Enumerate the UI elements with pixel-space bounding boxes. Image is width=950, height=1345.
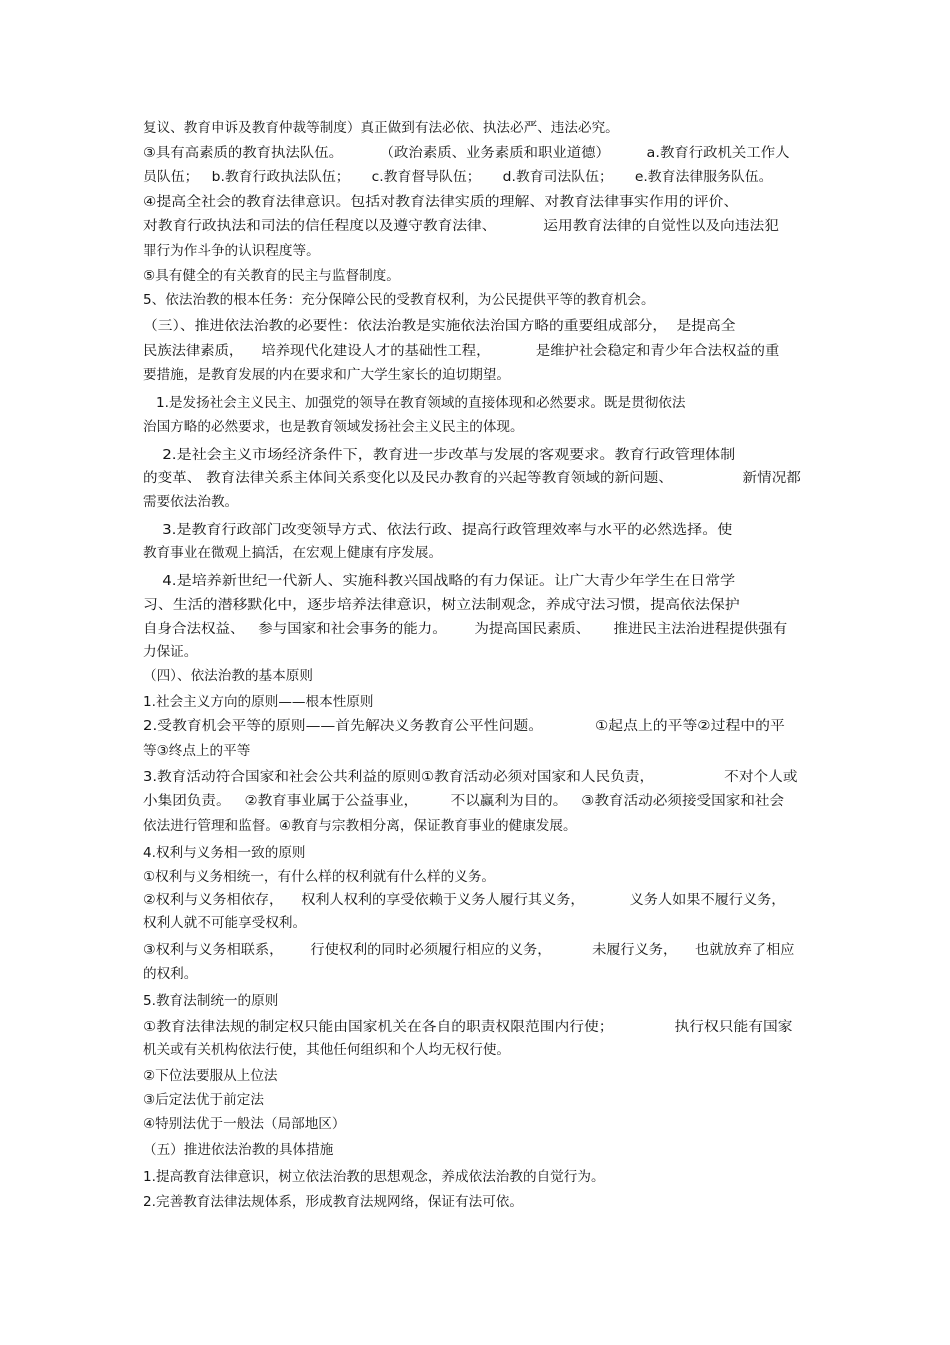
- text-line: 权利人就不可能享受权利。: [143, 915, 307, 931]
- text-line: 复议、教育申诉及教育仲裁等制度）真正做到有法必依、执法必严、违法必究。: [143, 120, 619, 136]
- text-line: 4.是培养新世纪一代新人、实施科教兴国战略的有力保证。让广大青少年学生在日常学: [143, 573, 736, 589]
- text-line: 2.是社会主义市场经济条件下，教育进一步改革与发展的客观要求。教育行政管理体制: [143, 447, 736, 463]
- text-line: ③具有高素质的教育执法队伍。 （政治素质、业务素质和职业道德） a.教育行政机关工作人: [143, 145, 790, 161]
- text-line: 力保证。: [143, 644, 198, 660]
- text-line: ④提高全社会的教育法律意识。包括对教育法律实质的理解、对教育法律事实作用的评价、: [143, 194, 739, 210]
- text-line: 员队伍； b.教育行政执法队伍； c.教育督导队伍； d.教育司法队伍； e.教育法律服务队伍。: [143, 169, 773, 185]
- text-line: ②权利与义务相依存， 权利人权利的享受依赖于义务人履行其义务， 义务人如果不履行义务，: [143, 892, 786, 908]
- text-line: 要措施，是教育发展的内在要求和广大学生家长的迫切期望。: [143, 367, 511, 383]
- text-line: （四）、依法治教的基本原则: [143, 668, 313, 684]
- text-line: 依法进行管理和监督。④教育与宗教相分离，保证教育事业的健康发展。: [143, 818, 577, 834]
- text-line: 1.社会主义方向的原则——根本性原则: [143, 694, 374, 710]
- text-line: 的权利。: [143, 966, 198, 982]
- text-line: 对教育行政执法和司法的信任程度以及遵守教育法律、 运用教育法律的自觉性以及向违法犯: [143, 218, 779, 234]
- text-line: 需要依法治教。: [143, 494, 239, 510]
- text-line: 1.是发扬社会主义民主、加强党的领导在教育领域的直接体现和必然要求。既是贯彻依法: [143, 395, 686, 411]
- text-line: 的变革、 教育法律关系主体间关系变化以及民办教育的兴起等教育领域的新问题、 新情况都: [143, 470, 801, 486]
- text-line: ①权利与义务相统一，有什么样的权利就有什么样的义务。: [143, 869, 496, 885]
- text-line: 3.是教育行政部门改变领导方式、依法行政、提高行政管理效率与水平的必然选择。使: [143, 522, 733, 538]
- text-line: 3.教育活动符合国家和社会公共利益的原则①教育活动必须对国家和人民负责， 不对个人或: [143, 769, 798, 785]
- text-line: 罪行为作斗争的认识程度等。: [143, 243, 320, 259]
- text-line: 教育事业在微观上搞活，在宏观上健康有序发展。: [143, 545, 443, 561]
- text-line: 5.教育法制统一的原则: [143, 993, 279, 1009]
- text-line: 4.权利与义务相一致的原则: [143, 845, 306, 861]
- text-line: 1.提高教育法律意识，树立依法治教的思想观念，养成依法治教的自觉行为。: [143, 1169, 605, 1185]
- text-line: （三）、推进依法治教的必要性：依法治教是实施依法治国方略的重要组成部分， 是提高全: [143, 318, 736, 334]
- text-line: 5、依法治教的根本任务：充分保障公民的受教育权利，为公民提供平等的教育机会。: [143, 292, 655, 308]
- text-line: ④特别法优于一般法（局部地区）: [143, 1116, 346, 1132]
- text-line: 习、生活的潜移默化中，逐步培养法律意识，树立法制观念，养成守法习惯，提高依法保护: [143, 597, 740, 613]
- text-line: ③权利与义务相联系， 行使权利的同时必须履行相应的义务， 未履行义务， 也就放弃了相应: [143, 942, 795, 958]
- text-line: ②下位法要服从上位法: [143, 1068, 278, 1084]
- text-line: 2.受教育机会平等的原则——首先解决义务教育公平性问题。 ①起点上的平等②过程中的平: [143, 718, 785, 734]
- text-line: 2.完善教育法律法规体系，形成教育法规网络，保证有法可依。: [143, 1194, 523, 1210]
- text-line: 民族法律素质， 培养现代化建设人才的基础性工程， 是维护社会稳定和青少年合法权益的重: [143, 343, 780, 359]
- text-line: ①教育法律法规的制定权只能由国家机关在各自的职责权限范围内行使； 执行权只能有国家: [143, 1019, 793, 1035]
- text-line: 等③终点上的平等: [143, 743, 251, 759]
- text-line: 机关或有关机构依法行使，其他任何组织和个人均无权行使。: [143, 1042, 511, 1058]
- text-line: ③后定法优于前定法: [143, 1092, 264, 1108]
- text-line: （五）推进依法治教的具体措施: [143, 1142, 334, 1158]
- text-line: 自身合法权益、 参与国家和社会事务的能力。 为提高国民素质、 推进民主法治进程提供强有: [143, 621, 788, 637]
- text-line: 小集团负责。 ②教育事业属于公益事业， 不以赢利为目的。 ③教育活动必须接受国家和社会: [143, 793, 785, 809]
- text-line: ⑤具有健全的有关教育的民主与监督制度。: [143, 268, 400, 284]
- text-line: 治国方略的必然要求，也是教育领域发扬社会主义民主的体现。: [143, 419, 524, 435]
